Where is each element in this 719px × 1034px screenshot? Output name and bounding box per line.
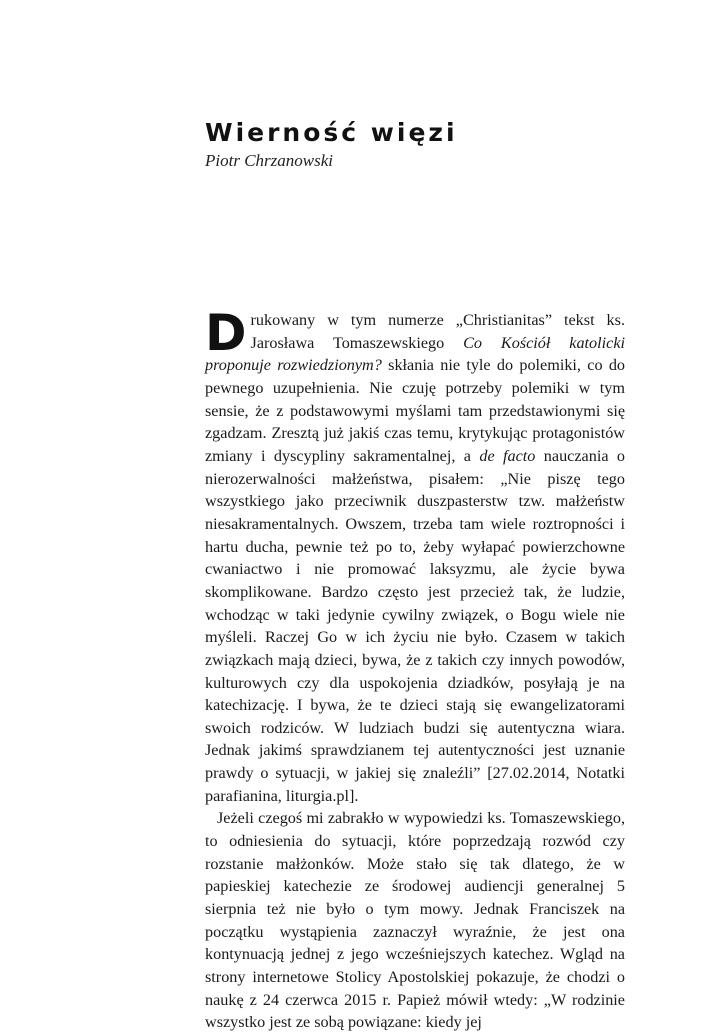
- drop-cap: D: [205, 304, 247, 362]
- article-body: [205, 304, 626, 1034]
- paragraph-2: Jeżeli czegoś mi zabrakło w wypowiedzi ks. Tomaszewskiego, to odniesienia do sytuacji, które poprzedzają rozwód czy rozstanie małżonków. Może stało się tak dlatego, że w papieskiej katechezie ze środowej audiencji generalnej 5 sierpnia też nie było o tym mowy. Jednak Franciszek na początku wystąpienia zaznaczył wyraźnie, że jest ona kontynuacją jednej z jego wcześniejszych katechez. Wgląd na strony internetowe Stolicy Apostolskiej pokazuje, że chodzi o naukę z 24 czerwca 2015 r. Papież mówił wtedy: „W rodzinie wszystko jest ze sobą powiązane: kiedy jej: [205, 809, 625, 1032]
- article-header: [205, 118, 458, 172]
- de-facto-italic: de facto: [479, 446, 536, 465]
- paragraph-1-text-c: nauczania o nierozerwalności małżeństwa, pisałem: „Nie piszę tego wszystkiego jako przeciwnik duszpasterstw tzw. małżeństw niesakramentalnych. Owszem, trzeba tam wiele roztropności i hartu ducha, pewnie też po to, żeby wyłapać powierzchowne cwaniactwo i nie promować laksyzmu, ale życie bywa skomplikowane. Bardzo często jest przecież tak, że ludzie, wchodząc w taki jedynie cywilny związek, o Bogu wiele nie myśleli. Raczej Go w ich życiu nie było. Czasem w takich związkach mają dzieci, bywa, że z takich czy innych powodów, kulturowych czy dla uspokojenia dziadków, posyłają je na katechizację. I bywa, że te dzieci stają się ewangelizatorami swoich rodziców. W ludziach budzi się autentyczna wiara. Jednak jakimś sprawdzianem tej autentyczności jest uznanie prawdy o sytuacji, w jakiej się znaleźli” [27.02.2014, Notatki parafianina, liturgia.pl].: [205, 446, 625, 805]
- paragraph-1: [205, 304, 626, 807]
- article-title: Wierność więzi: [205, 118, 458, 147]
- paragraph-1-text-a: rukowany w tym numerze „Christianitas” tekst ks. Jarosława Tomaszewskiego: [250, 311, 625, 352]
- paragraph-1-text-b: skłania nie tyle do polemiki, co do pewnego uzupełnienia. Nie czuję potrzeby polemiki w tym sensie, że z podstawowymi myślami tam przedstawionymi się zgadzam. Zresztą już jakiś czas temu, krytykując protagonistów zmiany i dyscypliny sakramentalnej, a: [205, 356, 626, 465]
- article-author: Piotr Chrzanowski: [205, 151, 333, 170]
- cited-title-italic: Co Kościół katolicki proponuje rozwiedzionym?: [205, 333, 625, 375]
